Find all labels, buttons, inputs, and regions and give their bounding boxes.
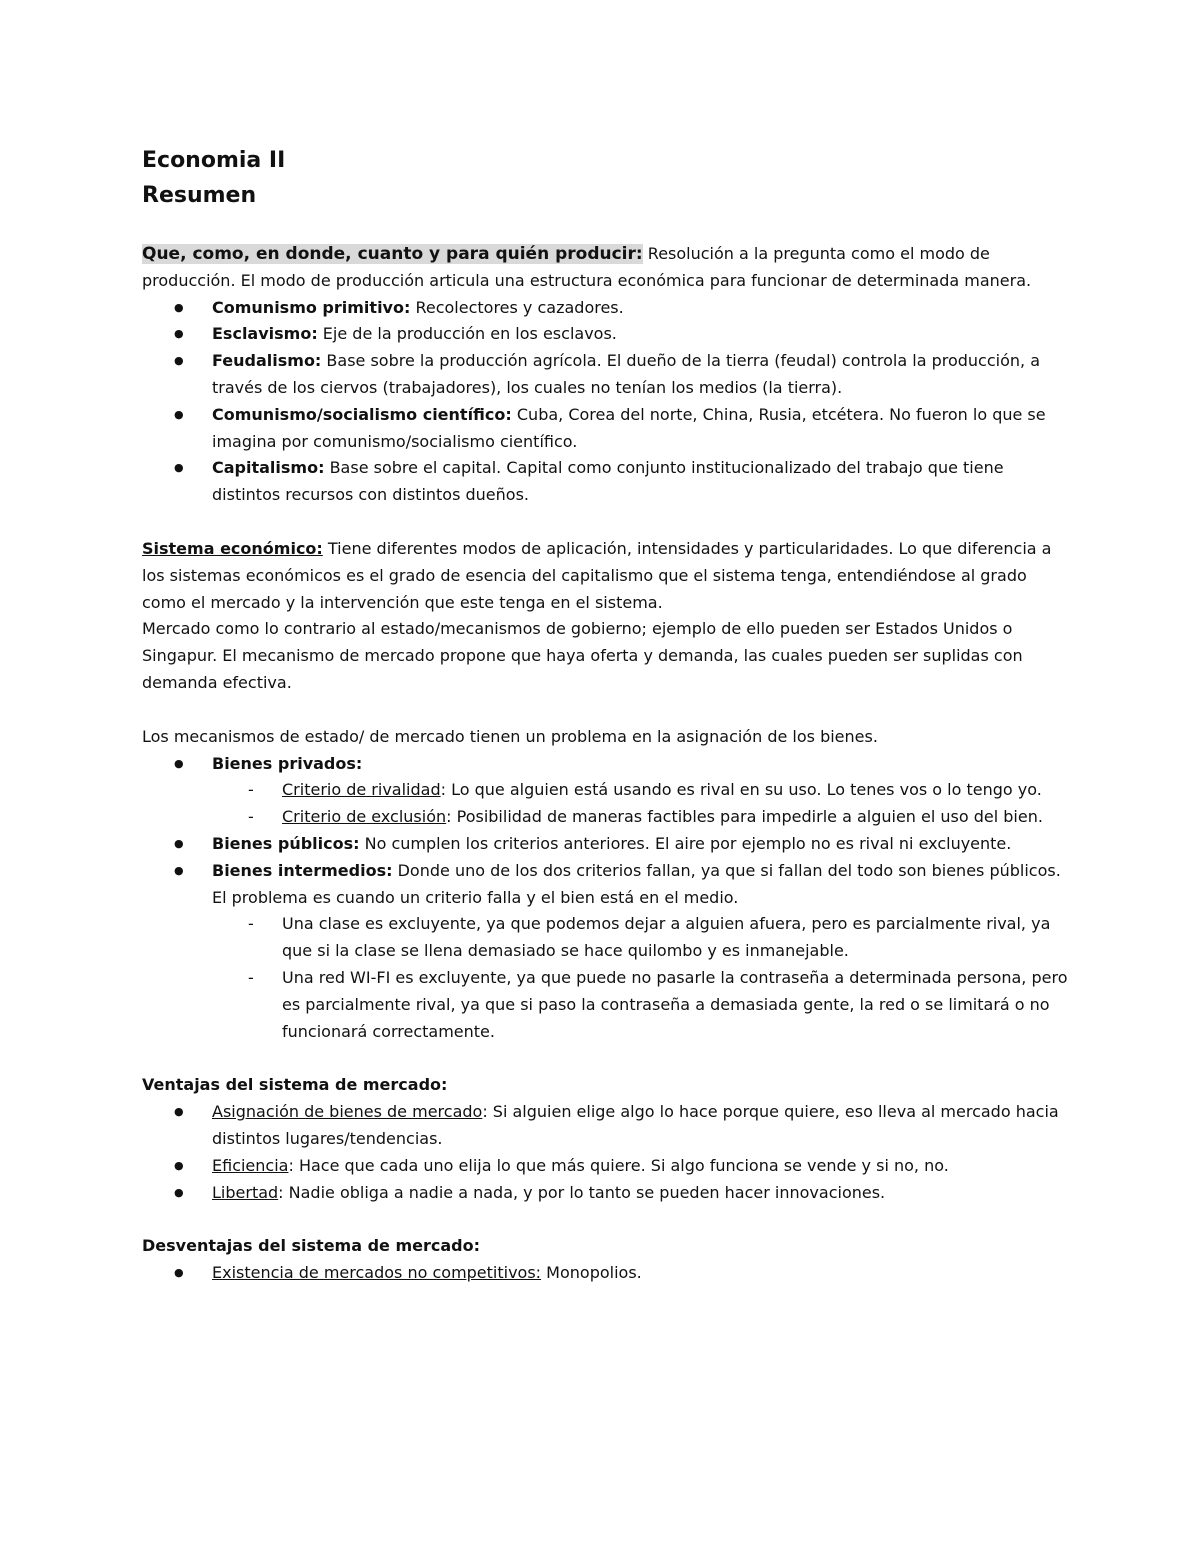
section-heading: Desventajas del sistema de mercado: [142, 1236, 480, 1256]
item-text: Monopolios. [541, 1263, 642, 1283]
section-heading: Ventajas del sistema de mercado: [142, 1075, 448, 1095]
item-term: Criterio de exclusión [282, 807, 447, 827]
desventajas-list [142, 1260, 1072, 1287]
item-term: Existencia de mercados no competitivos: [212, 1263, 542, 1283]
document-body [142, 143, 1072, 1287]
list-item [212, 321, 1072, 348]
item-term: Feudalismo: [212, 351, 322, 371]
item-text: Base sobre el capital. Capital como conjunto institucionalizado del trabajo que tiene distintos recursos con distintos dueños. [212, 458, 1004, 505]
item-text: : Si alguien elige algo lo hace porque quiere, eso lleva al mercado hacia distintos lugares/tendencias. [212, 1102, 1059, 1148]
doc-title: Economia II [142, 148, 286, 173]
item-text: : Hace que cada uno elija lo que más quiere. Si algo funciona se vende y si no, no. [288, 1155, 949, 1175]
mercado-paragraph: Mercado como lo contrario al estado/mecanismos de gobierno; ejemplo de ello pueden ser Estados Unidos o Singapur. El mecanismo de mercado propone que haya oferta y demanda, las cuales pueden ser suplidas con demanda efectiva. [142, 619, 1023, 692]
item-text: : Lo que alguien está usando es rival en su uso. Lo tenes vos o lo tengo yo. [440, 780, 1042, 800]
item-term: Capitalismo: [212, 458, 325, 478]
item-term: Criterio de rivalidad [282, 780, 441, 800]
list-item [212, 1180, 1072, 1207]
item-term: Bienes intermedios: [212, 860, 393, 880]
doc-subtitle: Resumen [142, 183, 257, 208]
list-item: - Una clase es excluyente, ya que podemos dejar a alguien afuera, pero es parcialmente rival, ya que si la clase se llena demasiado se hace quilombo y es inmanejable. [282, 911, 1072, 965]
sistema-text: Tiene diferentes modos de aplicación, intensidades y particularidades. Lo que diferencia a los sistemas económicos es el grado de esencia del capitalismo que el sistema tenga, entendiéndose al grado como el mercado y la intervención que este tenga en el sistema. [142, 538, 1052, 612]
item-text: : Nadie obliga a nadie a nada, y por lo tanto se pueden hacer innovaciones. [278, 1182, 886, 1202]
sistema-term: Sistema económico: [142, 538, 323, 558]
list-item [282, 777, 1072, 804]
item-term: Comunismo primitivo: [212, 297, 411, 317]
item-text: : Posibilidad de maneras factibles para impedirle a alguien el uso del bien. [446, 807, 1043, 827]
examples-list [212, 911, 1072, 1045]
item-term: Asignación de bienes de mercado [212, 1102, 483, 1122]
item-term: Libertad [212, 1182, 279, 1202]
item-term: Comunismo/socialismo científico: [212, 404, 512, 424]
ventajas-list [142, 1099, 1072, 1206]
list-item [212, 295, 1072, 322]
item-term: Eficiencia [212, 1155, 289, 1175]
intro-heading: Que, como, en donde, cuanto y para quién producir: [142, 244, 643, 264]
desventajas-heading [142, 1233, 1072, 1260]
list-item [212, 348, 1072, 402]
item-text: No cumplen los criterios anteriores. El aire por ejemplo no es rival ni excluyente. [359, 833, 1012, 853]
list-item [212, 751, 1072, 831]
list-item [212, 858, 1072, 1046]
item-text: Eje de la producción en los esclavos. [317, 324, 617, 344]
item-text: Cuba, Corea del norte, China, Rusia, etcétera. No fueron lo que se imagina por comunismo/socialismo científico. [212, 404, 1046, 451]
item-text: Recolectores y cazadores. [410, 297, 624, 317]
list-item [212, 1260, 1072, 1287]
list-item [212, 831, 1072, 858]
ventajas-heading [142, 1072, 1072, 1099]
list-item [212, 1153, 1072, 1180]
sistema-paragraph [142, 536, 1072, 616]
list-item [212, 402, 1072, 456]
modes-list [142, 295, 1072, 509]
item-text: Base sobre la producción agrícola. El dueño de la tierra (feudal) controla la producción, a través de los ciervos (trabajadores), los cuales no tenían los medios (la tierra). [212, 351, 1040, 397]
intro-paragraph [142, 241, 1072, 295]
item-term: Bienes privados: [212, 753, 363, 773]
intro-text: Resolución a la pregunta como el modo de producción. El modo de producción articula una estructura económica para funcionar de determinada manera. [142, 244, 1032, 290]
item-term: Esclavismo: [212, 324, 318, 344]
list-item [212, 455, 1072, 509]
list-item [212, 1099, 1072, 1153]
list-item [282, 804, 1072, 831]
criteria-list [212, 777, 1072, 831]
item-term: Bienes públicos: [212, 833, 360, 853]
item-text: Donde uno de los dos criterios fallan, ya que si fallan del todo son bienes públicos. El problema es cuando un criterio falla y el bien está en el medio. [212, 860, 1061, 907]
bienes-list [142, 751, 1072, 1046]
bienes-intro: Los mecanismos de estado/ de mercado tienen un problema en la asignación de los bienes. [142, 726, 878, 746]
list-item: - Una red WI-FI es excluyente, ya que puede no pasarle la contraseña a determinada persona, pero es parcialmente rival, ya que si paso la contraseña a demasiada gente, la red o se limitará o no funcionará correctamente. [282, 965, 1072, 1045]
